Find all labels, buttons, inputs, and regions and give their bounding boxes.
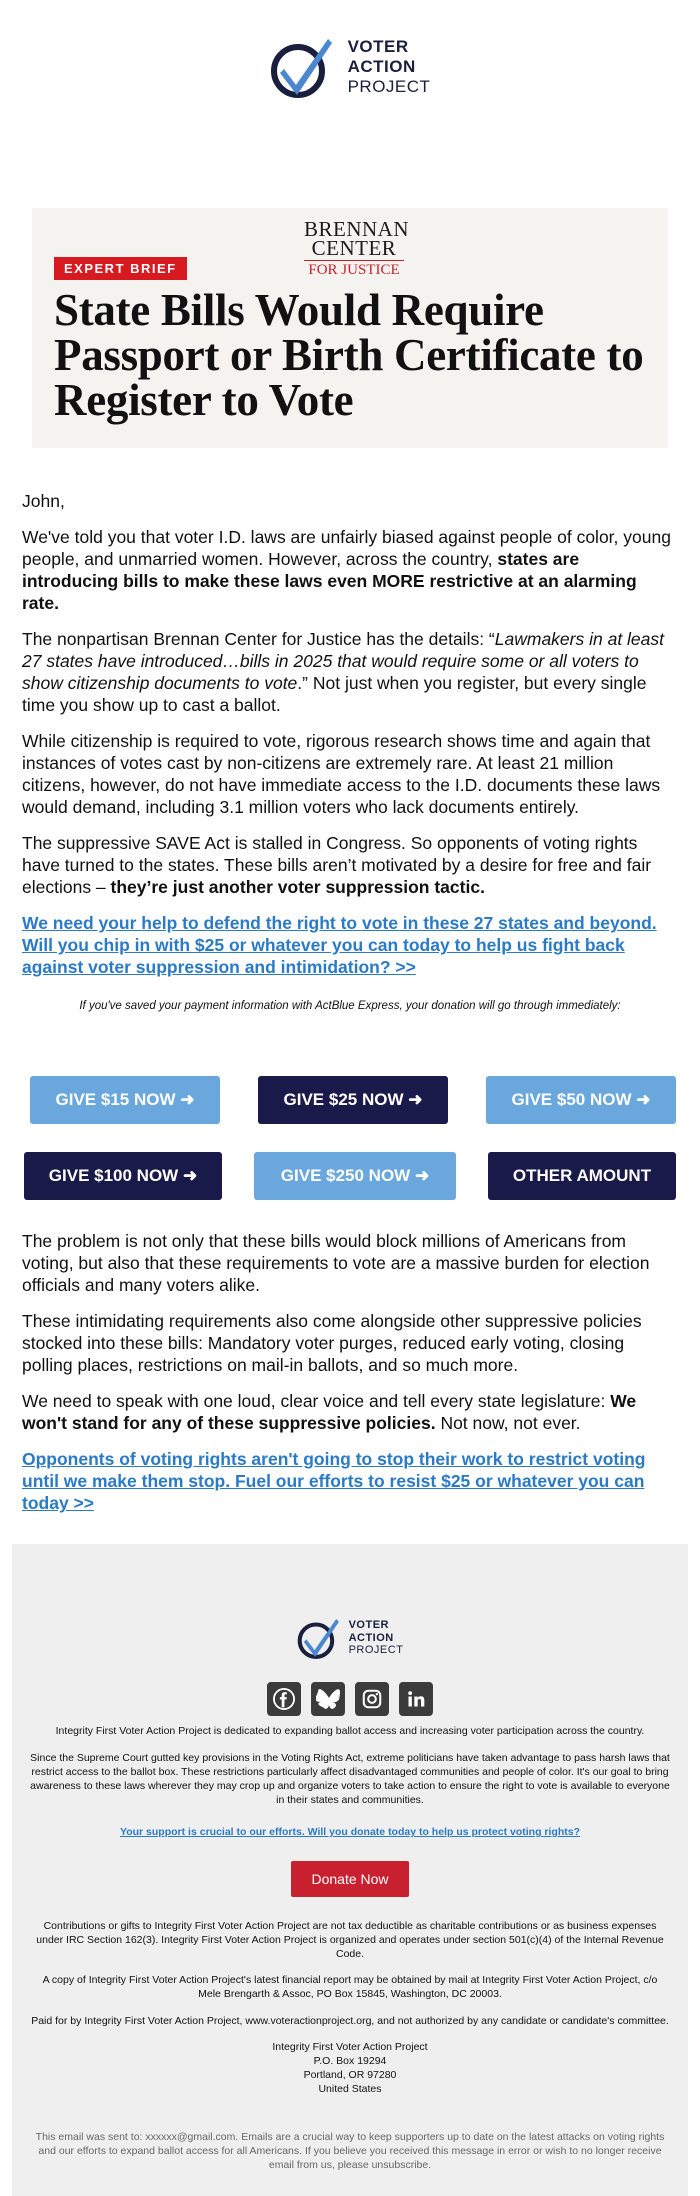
hero-title: State Bills Would Require Passport or Birth Certificate to Register to Vote <box>54 285 644 425</box>
p1-text: We've told you that voter I.D. laws are unfairly biased against people of color, young people, and unmarried women. However, across the country, <box>22 527 671 569</box>
checkmark-logo-icon <box>270 35 338 99</box>
p7-text-a: We need to speak with one loud, clear voice and tell every state legislature: <box>22 1391 611 1411</box>
paragraph-4 <box>22 832 678 898</box>
donate-now-button[interactable]: Donate Now <box>291 1861 408 1897</box>
partner-line-3: FOR JUSTICE <box>304 260 404 279</box>
give-25-button[interactable]: GIVE $25 NOW ➜ <box>258 1076 448 1124</box>
footer-address <box>30 2040 670 2096</box>
bluesky-icon[interactable] <box>311 1682 345 1716</box>
checkmark-logo-icon <box>297 1616 343 1660</box>
paragraph-7 <box>22 1390 678 1434</box>
p2-quote: Lawmakers in at least 27 states have introduced…bills in 2025 that would require some or all voters to show citizenship documents to vote <box>22 629 665 693</box>
paragraph-2 <box>22 628 678 716</box>
footer-context: Since the Supreme Court gutted key provisions in the Voting Rights Act, extreme politicians have taken advantage to pass harsh laws that restrict access to the ballot box. These restrictions particularly affect disadvantaged communities and people of color. It's our goal to bring awareness to these laws wherever they may crop up and organize voters to take action to ensure the right to vote is available to everyone in their states and communities. <box>30 1752 670 1806</box>
give-50-button[interactable]: GIVE $50 NOW ➜ <box>486 1076 676 1124</box>
address-line-2: P.O. Box 19294 <box>313 2055 387 2067</box>
footer-sent-notice: This email was sent to: xxxxxx@gmail.com. Emails are a crucial way to keep supporters up to date on the latest attacks on voting rights and our efforts to expand ballot access for all Americans. If you believe you received this message in error or wish to no longer receive email from us, please unsubscribe. <box>35 2131 665 2171</box>
donation-buttons-row-2 <box>24 1152 676 1200</box>
letter-body <box>0 490 700 1014</box>
logo-line-2: ACTION <box>347 56 416 76</box>
logo-wordmark <box>348 37 431 97</box>
p2-text-a: The nonpartisan Brennan Center for Justice has the details: “ <box>22 629 495 649</box>
greeting: John, <box>22 491 65 511</box>
actblue-express-note: If you've saved your payment information with ActBlue Express, your donation will go through immediately: <box>79 1000 621 1012</box>
paragraph-1 <box>22 526 678 614</box>
logo-line-1: VOTER <box>347 36 409 56</box>
other-amount-button[interactable]: OTHER AMOUNT <box>488 1152 676 1200</box>
footer-paid-for: Paid for by Integrity First Voter Action Project, www.voteractionproject.org, and not authorized by any candidate or candidate's committee. <box>31 2015 669 2027</box>
donation-buttons-row-1 <box>30 1076 676 1124</box>
expert-brief-badge: EXPERT BRIEF <box>54 257 187 280</box>
footer-tax-disclaimer: Contributions or gifts to Integrity First Voter Action Project are not tax deductible as charitable contributions or as business expenses under IRC Section 162(3). Integrity First Voter Action Project is organized and operates under section 501(c)(4) of the Internal Revenue Code. <box>36 1920 664 1960</box>
voter-action-project-logo[interactable] <box>270 35 431 99</box>
footer-logo-line-1: VOTER <box>348 1618 389 1631</box>
give-15-button[interactable]: GIVE $15 NOW ➜ <box>30 1076 220 1124</box>
letter-body-continued <box>0 1230 700 1514</box>
donate-link-1[interactable]: We need your help to defend the right to vote in these 27 states and beyond. Will you chip in with $25 or whatever you can today to help us fight back against voter suppression and intimidation? >> <box>22 913 657 977</box>
donate-link-2[interactable]: Opponents of voting rights aren't going to stop their work to restrict voting until we make them stop. Fuel our efforts to resist $25 or whatever you can today >> <box>22 1449 646 1513</box>
social-links <box>30 1682 670 1716</box>
p7-bold: We won't stand for any of these suppressive policies. <box>22 1391 637 1433</box>
footer-mission: Integrity First Voter Action Project is dedicated to expanding ballot access and increasing voter participation across the country. <box>55 1725 645 1737</box>
header <box>0 0 700 208</box>
p4-text: The suppressive SAVE Act is stalled in Congress. So opponents of voting rights have turned to the states. These bills aren’t motivated by a desire for free and fair elections – <box>22 833 652 897</box>
cta-paragraph-2 <box>22 1448 678 1514</box>
footer-donate-link[interactable]: Your support is crucial to our efforts. Will you donate today to help us protect voting rights? <box>120 1826 580 1838</box>
p7-text-b: Not now, not ever. <box>435 1413 581 1433</box>
address-line-1: Integrity First Voter Action Project <box>272 2041 428 2053</box>
address-line-4: United States <box>318 2083 382 2095</box>
paragraph-6: These intimidating requirements also come alongside other suppressive policies stocked into these bills: Mandatory voter purges, reduced early voting, closing polling places, restrictions on mail-in ballots, and so much more. <box>22 1311 642 1375</box>
footer-logo-line-2: ACTION <box>348 1631 394 1644</box>
paragraph-5: The problem is not only that these bills would block millions of Americans from voting, but also that these requirements to vote are a massive burden for election officials and many voters alike. <box>22 1231 650 1295</box>
footer-logo[interactable] <box>30 1544 670 1660</box>
footer-logo-line-3: PROJECT <box>348 1644 404 1657</box>
p4-bold: they’re just another voter suppression tactic. <box>110 877 485 897</box>
footer-logo-wordmark <box>349 1619 404 1658</box>
footer <box>12 1544 688 2196</box>
paragraph-3: While citizenship is required to vote, rigorous research shows time and again that instances of votes cast by non-citizens are extremely rare. At least 21 million citizens, however, do not have immediate access to the I.D. documents these laws would demand, including 3.1 million voters who lack documents entirely. <box>22 731 661 817</box>
cta-paragraph-1 <box>22 912 678 978</box>
hero-banner[interactable] <box>32 208 668 448</box>
facebook-icon[interactable] <box>267 1682 301 1716</box>
brennan-center-logo <box>304 217 410 279</box>
linkedin-icon[interactable] <box>399 1682 433 1716</box>
p1-bold: states are introducing bills to make these laws even MORE restrictive at an alarming rate. <box>22 549 637 613</box>
partner-line-2: CENTER <box>311 236 397 260</box>
give-250-button[interactable]: GIVE $250 NOW ➜ <box>254 1152 456 1200</box>
logo-line-3: PROJECT <box>347 77 431 97</box>
address-line-3: Portland, OR 97280 <box>303 2069 397 2081</box>
instagram-icon[interactable] <box>355 1682 389 1716</box>
p2-text-b: .” Not just when you register, but every single time you show up to cast a ballot. <box>22 673 647 715</box>
partner-line-1: BRENNAN <box>304 217 410 241</box>
give-100-button[interactable]: GIVE $100 NOW ➜ <box>24 1152 222 1200</box>
footer-financial-report: A copy of Integrity First Voter Action Project's latest financial report may be obtained by mail at Integrity First Voter Action Project, c/o Mele Brengarth & Assoc, PO Box 15845, Washington, DC 20003. <box>42 1974 658 2000</box>
